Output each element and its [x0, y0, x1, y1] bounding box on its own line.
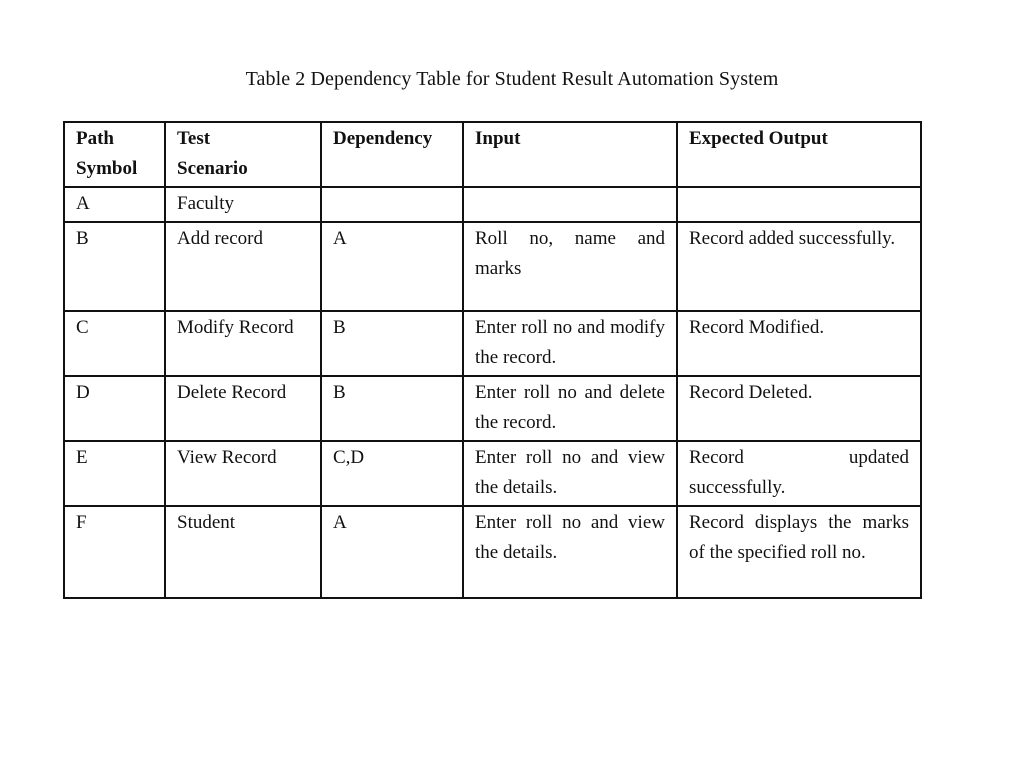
dependency-table [63, 121, 922, 599]
header-path-symbol [64, 122, 165, 187]
cell-input: Roll no, name and marks [463, 222, 677, 311]
cell-dependency: A [321, 222, 463, 311]
cell-path-symbol: C [64, 311, 165, 376]
header-input: Input [463, 122, 677, 187]
header-path-symbol-line1: Path [76, 128, 114, 149]
table-row [64, 187, 921, 222]
cell-input [463, 187, 677, 222]
cell-expected-output: Record updated successfully. [677, 441, 921, 506]
cell-test-scenario: Modify Record [165, 311, 321, 376]
cell-input: Enter roll no and view the details. [463, 441, 677, 506]
cell-expected-output: Record Deleted. [677, 376, 921, 441]
cell-dependency: A [321, 506, 463, 598]
header-test-scenario [165, 122, 321, 187]
cell-expected-output [677, 187, 921, 222]
cell-input: Enter roll no and modify the record. [463, 311, 677, 376]
cell-dependency [321, 187, 463, 222]
table-row [64, 222, 921, 311]
header-dependency: Dependency [321, 122, 463, 187]
header-test-scenario-line2: Scenario [177, 158, 248, 179]
cell-input: Enter roll no and delete the record. [463, 376, 677, 441]
cell-path-symbol: D [64, 376, 165, 441]
cell-test-scenario: Add record [165, 222, 321, 311]
cell-expected-output: Record added successfully. [677, 222, 921, 311]
cell-path-symbol: B [64, 222, 165, 311]
table-row [64, 441, 921, 506]
cell-dependency: B [321, 311, 463, 376]
cell-path-symbol: E [64, 441, 165, 506]
header-expected-output: Expected Output [677, 122, 921, 187]
table-row [64, 311, 921, 376]
cell-test-scenario: Faculty [165, 187, 321, 222]
cell-path-symbol: A [64, 187, 165, 222]
header-path-symbol-line2: Symbol [76, 158, 138, 179]
cell-dependency: C,D [321, 441, 463, 506]
header-row [64, 122, 921, 187]
cell-dependency: B [321, 376, 463, 441]
table-row [64, 506, 921, 598]
cell-input: Enter roll no and view the details. [463, 506, 677, 598]
table-row [64, 376, 921, 441]
cell-expected-output: Record Modified. [677, 311, 921, 376]
cell-test-scenario: Delete Record [165, 376, 321, 441]
cell-path-symbol: F [64, 506, 165, 598]
cell-expected-output: Record displays the marks of the specified roll no. [677, 506, 921, 598]
table-caption: Table 2 Dependency Table for Student Result Automation System [245, 68, 779, 90]
cell-test-scenario: Student [165, 506, 321, 598]
cell-test-scenario: View Record [165, 441, 321, 506]
header-test-scenario-line1: Test [177, 128, 211, 149]
